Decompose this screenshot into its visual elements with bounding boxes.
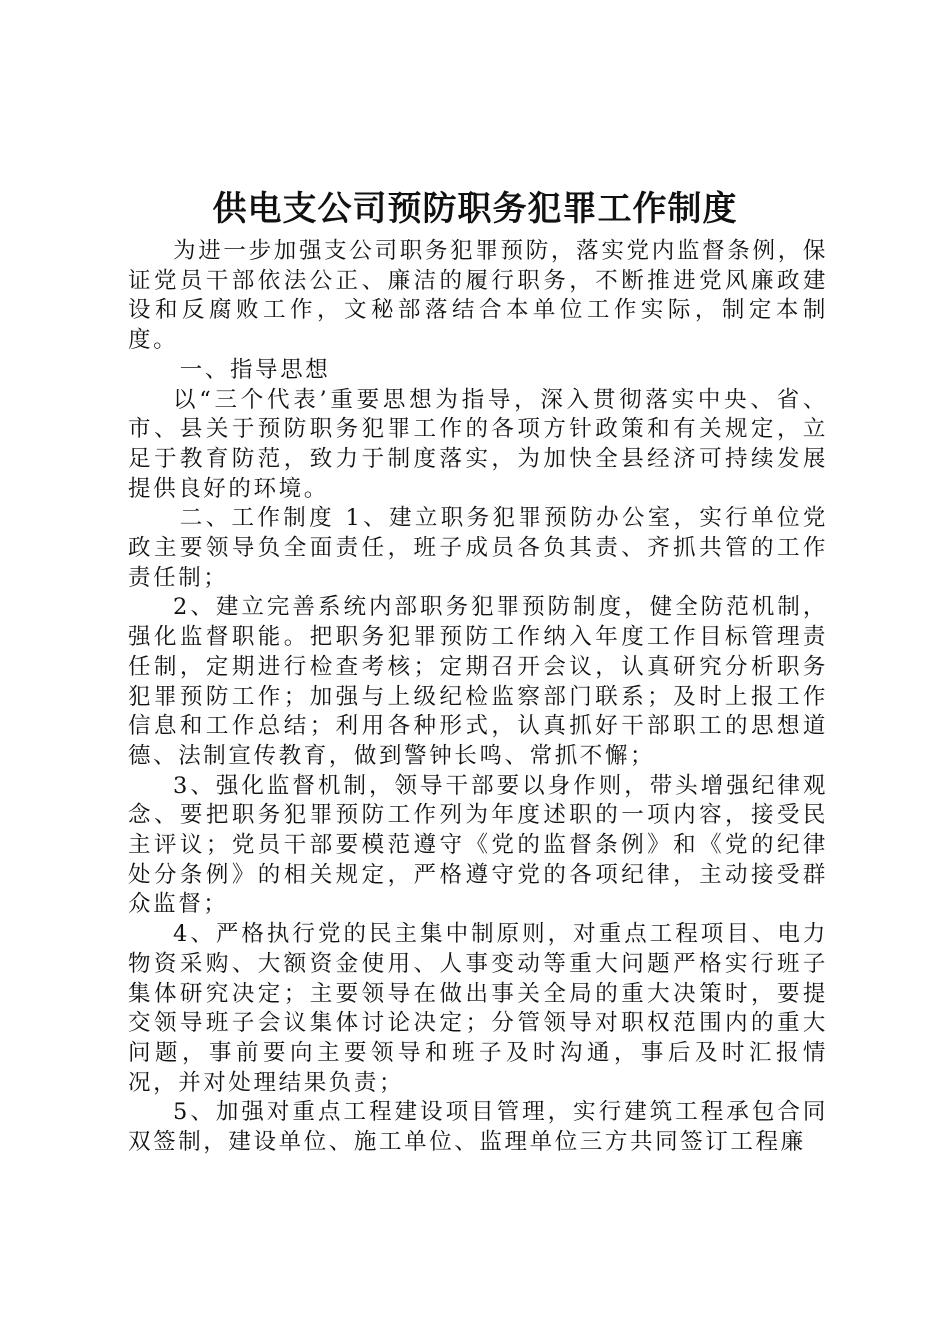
work-system-item-5: 5、加强对重点工程建设项目管理，实行建筑工程承包合同双签制，建设单位、施工单位、监理单位三方共同签订工程廉 (128, 1099, 828, 1156)
guiding-ideology-paragraph: 以“三个代表’重要思想为指导，深入贯彻落实中央、省、市、县关于预防职务犯罪工作的各项方针政策和有关规定，立足于教育防范，致力于制度落实，为加快全县经济可持续发展提供良好的环境。 (128, 386, 828, 502)
section-heading-guiding-ideology: 一、指导思想 (179, 356, 331, 383)
work-system-item-2: 2、建立完善系统内部职务犯罪预防制度，健全防范机制，强化监督职能。把职务犯罪预防工作纳入年度工作目标管理责任制，定期进行检查考核；定期召开会议，认真研究分析职务犯罪预防工作；加强与上级纪检监察部门联系；及时上报工作信息和工作总结；利用各种形式，认真抓好干部职工的思想道德、法制宣传教育，做到警钟长鸣、常抓不懈； (128, 594, 828, 769)
work-system-item-1: 二、工作制度 1、建立职务犯罪预防办公室，实行单位党政主要领导负全面责任，班子成员各负其责、齐抓共管的工作责任制； (128, 505, 828, 591)
document-title: 供电支公司预防职务犯罪工作制度 (212, 189, 738, 229)
intro-paragraph: 为进一步加强支公司职务犯罪预防，落实党内监督条例，保证党员干部依法公正、廉洁的履行职务，不断推进党风廉政建设和反腐败工作，文秘部落结合本单位工作实际，制定本制度。 (128, 238, 828, 354)
document-body (128, 237, 828, 1158)
work-system-item-4: 4、严格执行党的民主集中制原则，对重点工程项目、电力物资采购、大额资金使用、人事变动等重大问题严格实行班子集体研究决定；主要领导在做出事关全局的重大决策时，要提交领导班子会议集体讨论决定；分管领导对职权范围内的重大问题，事前要向主要领导和班子及时沟通，事后及时汇报情况，并对处理结果负责； (128, 921, 828, 1096)
work-system-item-3: 3、强化监督机制，领导干部要以身作则，带头增强纪律观念、要把职务犯罪预防工作列为年度述职的一项内容，接受民主评议；党员干部要模范遵守《党的监督条例》和《党的纪律处分条例》的相关规定，严格遵守党的各项纪律，主动接受群众监督； (128, 772, 828, 918)
